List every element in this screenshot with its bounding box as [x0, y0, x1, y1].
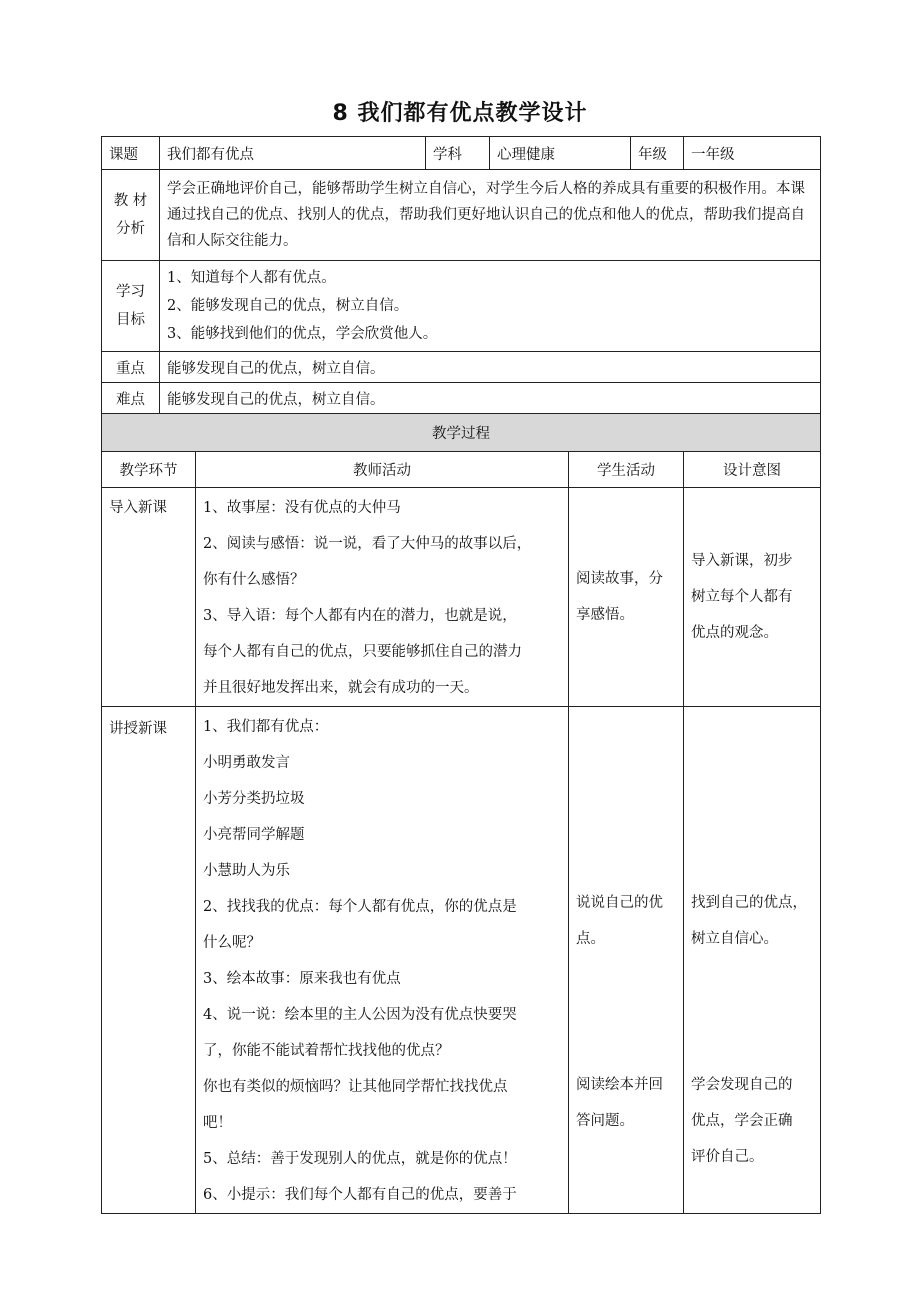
- material-label: 教 材 分析: [102, 170, 160, 261]
- material-row: [102, 170, 821, 261]
- header-stage: 教学环节: [102, 452, 196, 488]
- grade-value: 一年级: [684, 137, 821, 170]
- goal-item: 2、能够发现自己的优点，树立自信。: [167, 298, 409, 314]
- header-student: 学生活动: [569, 452, 684, 488]
- goal-item: 3、能够找到他们的优点，学会欣赏他人。: [167, 326, 438, 342]
- goals-list: [160, 261, 821, 352]
- student-activity-intro: 阅读故事，分 享感悟。: [569, 488, 684, 707]
- key-point-label: 重点: [102, 352, 160, 383]
- document-title: 8 我们都有优点教学设计: [332, 101, 588, 126]
- lesson-info-table: [101, 136, 821, 414]
- stage-teach: 讲授新课: [102, 707, 196, 1214]
- difficulty-text: 能够发现自己的优点，树立自信。: [160, 383, 821, 414]
- process-header-row: [102, 452, 821, 488]
- teacher-activity-intro: 1、故事屋：没有优点的大仲马 2、阅读与感悟：说一说，看了大仲马的故事以后， 你有什么感悟？ 3、导入语：每个人都有内在的潜力，也就是说， 每个人都有自己的优点，只要能够抓住自己的潜力 并且很好地发挥出来，就会有成功的一天。: [196, 488, 569, 707]
- stage-intro: 导入新课: [102, 488, 196, 707]
- subject-label: 学科: [426, 137, 490, 170]
- teacher-activity-teach: 1、我们都有优点： 小明勇敢发言 小芳分类扔垃圾 小亮帮同学解题 小慧助人为乐 2、找找我的优点：每个人都有优点，你的优点是 什么呢？ 3、绘本故事：原来我也有优点 4、说一说：绘本里的主人公因为没有优点快要哭 了，你能不能试着帮忙找找他的优点？ 你也有类似的烦恼吗？让其他同学帮忙找找优点 吧！ 5、总结：善于发现别人的优点，就是你的优点！ 6、小提示：我们每个人都有自己的优点，要善于: [196, 707, 569, 1214]
- material-text: 学会正确地评价自己，能够帮助学生树立自信心，对学生今后人格的养成具有重要的积极作用。本课通过找自己的优点、找别人的优点，帮助我们更好地认识自己的优点和他人的优点，帮助我们提高自信和人际交往能力。: [160, 170, 821, 261]
- process-title-row: [102, 414, 821, 452]
- key-point-text: 能够发现自己的优点，树立自信。: [160, 352, 821, 383]
- student-activity-teach: 说说自己的优 点。 阅读绘本并回 答问题。: [569, 707, 684, 1214]
- topic-value: 我们都有优点: [160, 137, 426, 170]
- key-point-row: [102, 352, 821, 383]
- process-table: [101, 413, 821, 1214]
- difficulty-row: [102, 383, 821, 414]
- table-row: [102, 707, 821, 1214]
- topic-label: 课题: [102, 137, 160, 170]
- intent-intro: 导入新课，初步 树立每个人都有 优点的观念。: [684, 488, 821, 707]
- info-row: [102, 137, 821, 170]
- table-row: [102, 488, 821, 707]
- intent-teach: 找到自己的优点， 树立自信心。 学会发现自己的 优点，学会正确 评价自己。: [684, 707, 821, 1214]
- header-intent: 设计意图: [684, 452, 821, 488]
- goals-row: [102, 261, 821, 352]
- goal-item: 1、知道每个人都有优点。: [167, 270, 336, 286]
- subject-value: 心理健康: [490, 137, 631, 170]
- process-title: 教学过程: [102, 414, 821, 452]
- difficulty-label: 难点: [102, 383, 160, 414]
- header-teacher: 教师活动: [196, 452, 569, 488]
- grade-label: 年级: [631, 137, 684, 170]
- goals-label: 学习 目标: [102, 261, 160, 352]
